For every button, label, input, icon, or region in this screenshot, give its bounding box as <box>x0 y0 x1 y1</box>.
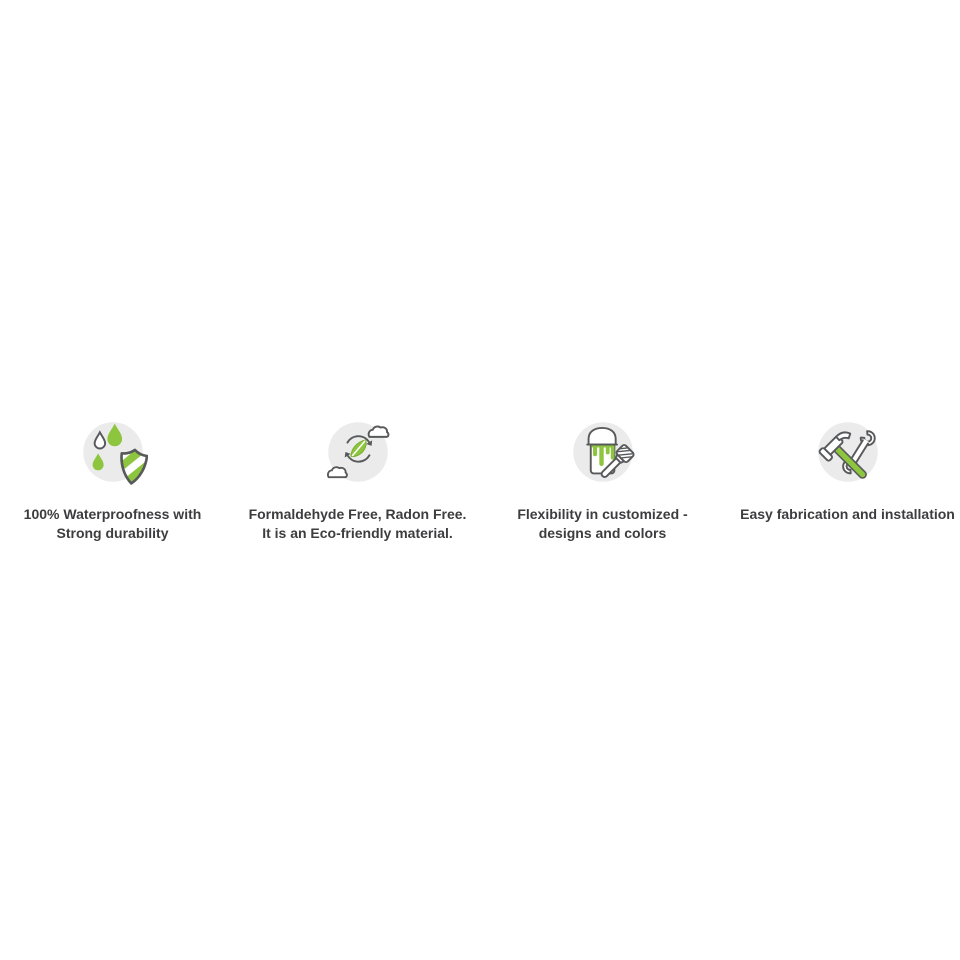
caption-line: Flexibility in customized - <box>517 506 688 522</box>
hammer-wrench-icon <box>813 417 883 487</box>
caption-line: It is an Eco-friendly material. <box>262 525 453 541</box>
feature-card-installation <box>725 417 960 543</box>
feature-caption <box>725 505 960 524</box>
caption-line: Strong durability <box>56 525 169 541</box>
feature-card-custom-design <box>480 417 725 543</box>
paint-bucket-brush-icon <box>568 417 638 487</box>
feature-caption <box>480 505 725 543</box>
feature-card-waterproof <box>0 417 235 543</box>
waterproof-shield-icon <box>78 417 148 487</box>
caption-line: designs and colors <box>538 525 667 541</box>
caption-line: Easy fabrication and installation <box>740 506 955 522</box>
caption-line: Formaldehyde Free, Radon Free. <box>248 506 467 522</box>
eco-recycle-leaf-icon <box>323 417 393 487</box>
caption-line: 100% Waterproofness with <box>23 506 202 522</box>
feature-caption <box>0 505 235 543</box>
feature-card-eco <box>235 417 480 543</box>
features-row <box>0 417 960 543</box>
feature-caption <box>235 505 480 543</box>
